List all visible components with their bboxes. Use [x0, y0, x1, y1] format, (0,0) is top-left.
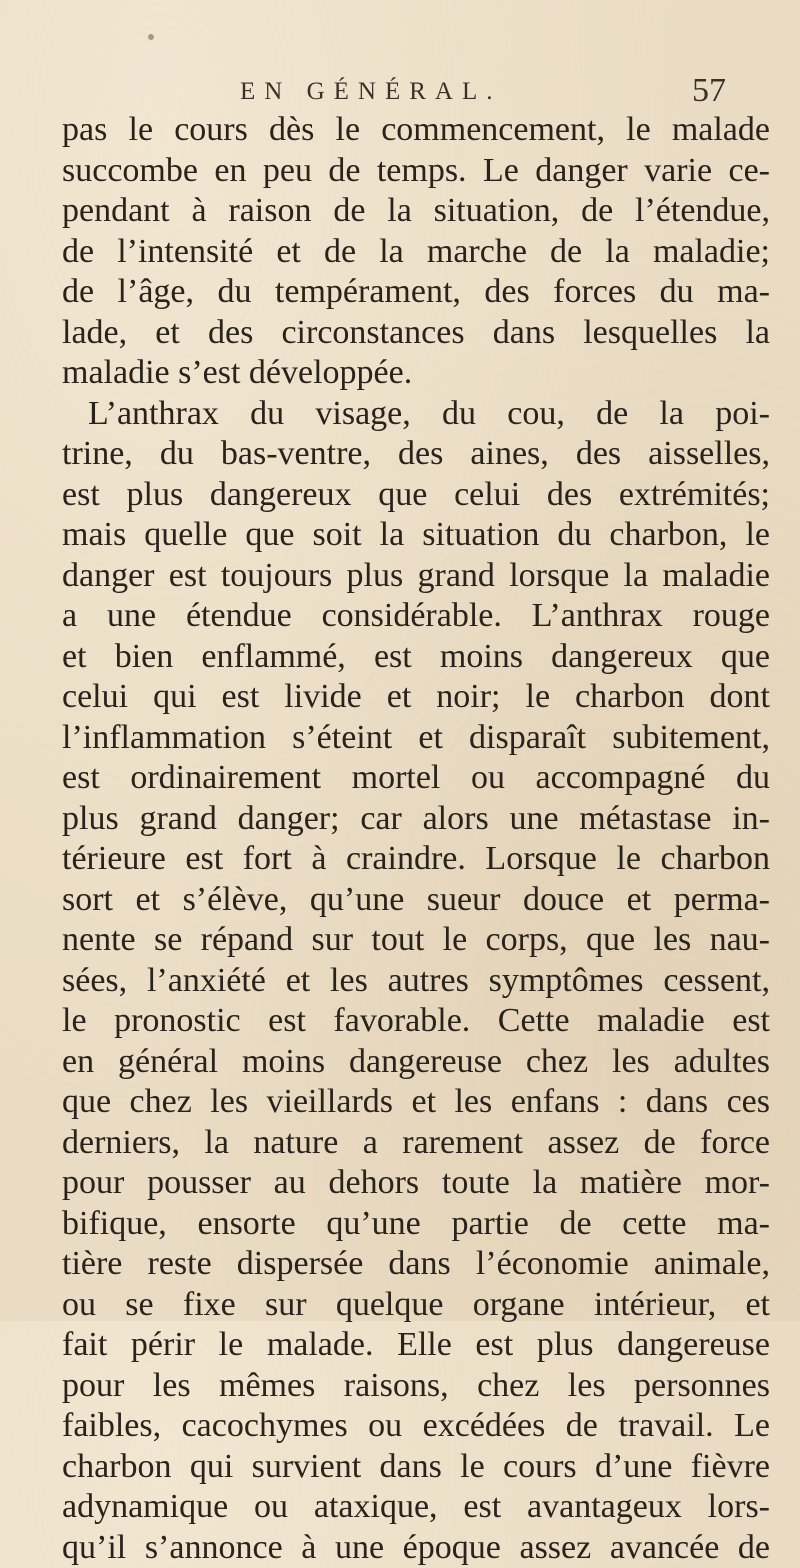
text-line: lade, et des circonstances dans lesquelles la	[62, 313, 770, 354]
text-line: que chez les vieillards et les enfans : dans ces	[62, 1082, 770, 1123]
text-line: fait périr le malade. Elle est plus dangereuse	[62, 1325, 770, 1366]
text-line: l’inflammation s’éteint et disparaît subitement,	[62, 718, 770, 759]
text-line: succombe en peu de temps. Le danger varie ce-	[62, 151, 770, 192]
text-line: maladie s’est développée.	[62, 353, 770, 394]
text-line: L’anthrax du visage, du cou, de la poi-	[62, 394, 770, 435]
text-line: de l’âge, du tempérament, des forces du ma-	[62, 272, 770, 313]
text-line: pas le cours dès le commencement, le malade	[62, 110, 770, 151]
text-line: charbon qui survient dans le cours d’une fièvre	[62, 1447, 770, 1488]
text-line: trine, du bas-ventre, des aines, des aisselles,	[62, 434, 770, 475]
text-line: bifique, ensorte qu’une partie de cette ma-	[62, 1204, 770, 1245]
text-line: sées, l’anxiété et les autres symptômes cessent,	[62, 961, 770, 1002]
ink-speck	[148, 34, 154, 40]
text-line: le pronostic est favorable. Cette maladie est	[62, 1001, 770, 1042]
page-number: 57	[692, 72, 726, 110]
text-line: pendant à raison de la situation, de l’étendue,	[62, 191, 770, 232]
text-line: pour pousser au dehors toute la matière mor-	[62, 1163, 770, 1204]
text-line: plus grand danger; car alors une métastase in-	[62, 799, 770, 840]
running-title: EN GÉNÉRAL.	[240, 78, 501, 106]
text-line: a une étendue considérable. L’anthrax rouge	[62, 596, 770, 637]
text-line: derniers, la nature a rarement assez de force	[62, 1123, 770, 1164]
body-text	[62, 110, 770, 1568]
text-line: en général moins dangereuse chez les adultes	[62, 1042, 770, 1083]
text-line: et bien enflammé, est moins dangereux que	[62, 637, 770, 678]
text-line: nente se répand sur tout le corps, que les nau-	[62, 920, 770, 961]
text-line: de l’intensité et de la marche de la maladie;	[62, 232, 770, 273]
text-line: est ordinairement mortel ou accompagné du	[62, 758, 770, 799]
text-line: pour les mêmes raisons, chez les personnes	[62, 1366, 770, 1407]
text-line: sort et s’élève, qu’une sueur douce et perma-	[62, 880, 770, 921]
text-line: celui qui est livide et noir; le charbon dont	[62, 677, 770, 718]
text-line: mais quelle que soit la situation du charbon, le	[62, 515, 770, 556]
text-line: faibles, cacochymes ou excédées de travail. Le	[62, 1406, 770, 1447]
text-line: qu’il s’annonce à une époque assez avancée de	[62, 1528, 770, 1568]
text-line: tière reste dispersée dans l’économie animale,	[62, 1244, 770, 1285]
text-line: ou se fixe sur quelque organe intérieur, et	[62, 1285, 770, 1326]
text-line: danger est toujours plus grand lorsque la maladie	[62, 556, 770, 597]
text-line: adynamique ou ataxique, est avantageux lors-	[62, 1487, 770, 1528]
text-line: est plus dangereux que celui des extrémités;	[62, 475, 770, 516]
text-line: térieure est fort à craindre. Lorsque le charbon	[62, 839, 770, 880]
